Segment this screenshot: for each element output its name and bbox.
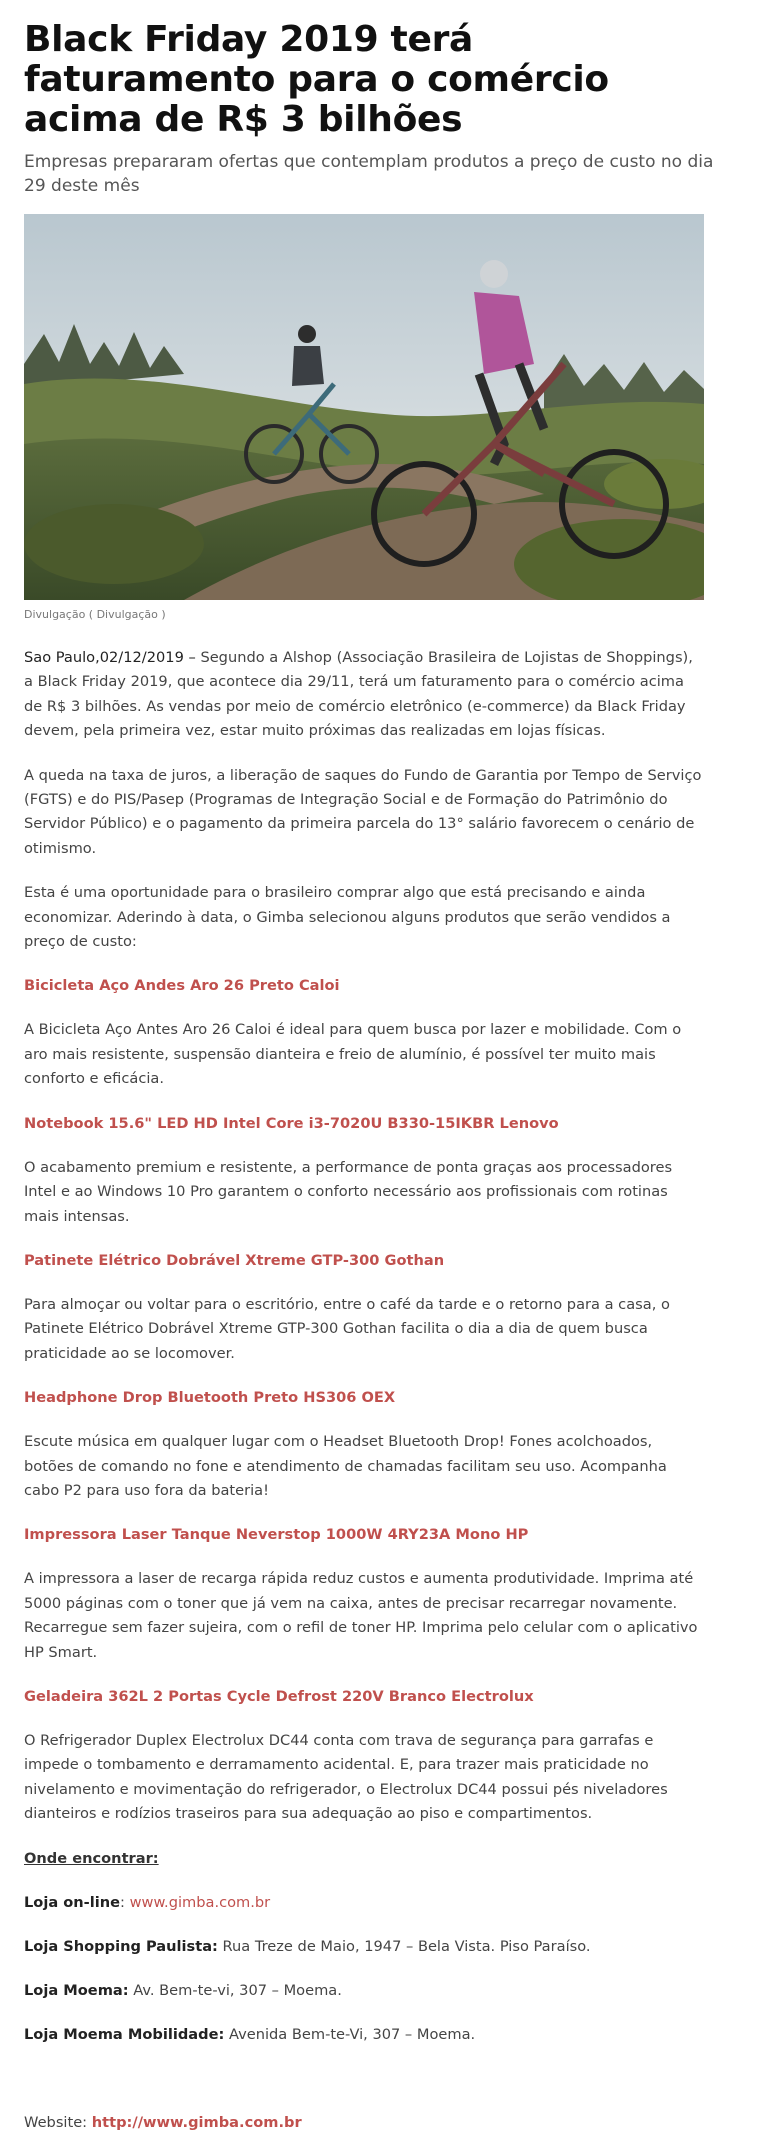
article-title: Black Friday 2019 terá faturamento para o comércio acima de R$ 3 bilhões — [24, 19, 609, 140]
store-paulista-label: Loja Shopping Paulista: — [24, 1937, 218, 1955]
product-title-impressora: Impressora Laser Tanque Neverstop 1000W 4RY23A Mono HP — [24, 1526, 529, 1544]
mountain-bikers-photo — [24, 214, 704, 600]
store-moema-address: Av. Bem-te-vi, 307 – Moema. — [133, 1981, 342, 1999]
store-moema — [24, 1979, 704, 2003]
store-paulista-address: Rua Treze de Maio, 1947 – Bela Vista. Piso Paraíso. — [222, 1937, 591, 1955]
product-description-bicicleta: A Bicicleta Aço Antes Aro 26 Caloi é ideal para quem busca por lazer e mobilidade. Com o aro mais resistente, suspensão dianteira e freio de alumínio, é possível ter muito mais conforto e eficácia. — [24, 1021, 682, 1088]
website-label: Website: — [24, 2113, 88, 2131]
product-description-headphone: Escute música em qualquer lugar com o Headset Bluetooth Drop! Fones acolchoados, botões de comando no fone e atendimento de chamadas facilitam seu uso. Acompanha cabo P2 para uso fora da bateria! — [24, 1433, 667, 1499]
product-description-geladeira: O Refrigerador Duplex Electrolux DC44 conta com trava de segurança para garrafas e impede o tombamento e derramamento acidental. E, para trazer mais praticidade no nivelamento e movimentação do refrigerador, o Electrolux DC44 possui pés niveladores dianteiros e rodízios traseiros para sua adequação ao piso e compartimentos. — [24, 1731, 668, 1823]
product-description-patinete: Para almoçar ou voltar para o escritório, entre o café da tarde e o retorno para a casa, o Patinete Elétrico Dobrável Xtreme GTP-300 Gothan facilita o dia a dia de quem busca praticidade ao se locomover. — [24, 1295, 670, 1362]
product-title-geladeira: Geladeira 362L 2 Portas Cycle Defrost 220V Branco Electrolux — [24, 1687, 534, 1705]
paragraph-2: A queda na taxa de juros, a liberação de saques do Fundo de Garantia por Tempo de Serviço (FGTS) e do PIS/Pasep (Programas de Integração Social e de Formação do Patrimônio do Servidor Público) e o pagamento da primeira parcela do 13° salário favorecem o cenário de otimismo. — [24, 766, 702, 857]
product-description-impressora: A impressora a laser de recarga rápida reduz custos e aumenta produtividade. Imprima até 5000 páginas com o toner que já vem na caixa, antes de precisar recarregar novamente. Recarregue sem fazer sujeira, com o refil de toner HP. Imprima pelo celular com o aplicativo HP Smart. — [24, 1570, 698, 1661]
product-title-headphone: Headphone Drop Bluetooth Preto HS306 OEX — [24, 1389, 396, 1407]
store-moema-mobilidade — [24, 2023, 704, 2047]
product-title-patinete: Patinete Elétrico Dobrável Xtreme GTP-300 Gothan — [24, 1251, 445, 1269]
product-title-notebook: Notebook 15.6" LED HD Intel Core i3-7020U B330-15IKBR Lenovo — [24, 1114, 559, 1132]
website-link[interactable]: http://www.gimba.com.br — [91, 2113, 302, 2131]
store-online — [24, 1891, 704, 1915]
product-description-notebook: O acabamento premium e resistente, a performance de ponta graças aos processadores Intel e ao Windows 10 Pro garantem o conforto necessário aos profissionais com rotinas mais intensas. — [24, 1158, 673, 1225]
article-body — [24, 646, 704, 2135]
store-online-link[interactable]: www.gimba.com.br — [129, 1893, 271, 1911]
where-to-find-heading: Onde encontrar: — [24, 1849, 159, 1867]
store-moema-mobilidade-address: Avenida Bem-te-Vi, 307 – Moema. — [228, 2025, 476, 2043]
website-line — [24, 2111, 704, 2135]
intro-paragraph — [24, 646, 704, 744]
product-title-bicicleta: Bicicleta Aço Andes Aro 26 Preto Caloi — [24, 977, 340, 995]
hero-image — [24, 214, 704, 600]
store-online-label: Loja on-line — [24, 1893, 121, 1911]
dateline-date: 02/12/2019 – — [99, 649, 196, 666]
store-moema-mobilidade-label: Loja Moema Mobilidade: — [24, 2025, 225, 2043]
store-online-separator: : — [120, 1893, 125, 1911]
intro-text: Segundo a Alshop (Associação Brasileira de Lojistas de Shoppings), a Black Friday 2019, que acontece dia 29/11, terá um faturamento para o comércio acima de R$ 3 bilhões. As vendas por meio de comércio eletrônico (e-commerce) da Black Friday devem, pela primeira vez, estar muito próximas das realizadas em lojas físicas. — [24, 649, 693, 740]
dateline-location: Sao Paulo, — [24, 649, 100, 666]
article-subtitle: Empresas prepararam ofertas que contemplam produtos a preço de custo no dia 29 deste mês — [24, 152, 714, 196]
paragraph-3: Esta é uma oportunidade para o brasileiro comprar algo que está precisando e ainda economizar. Aderindo à data, o Gimba selecionou alguns produtos que serão vendidos a preço de custo: — [24, 884, 671, 951]
store-paulista — [24, 1935, 704, 1959]
image-caption: Divulgação ( Divulgação ) — [24, 608, 166, 621]
store-moema-label: Loja Moema: — [24, 1981, 129, 1999]
